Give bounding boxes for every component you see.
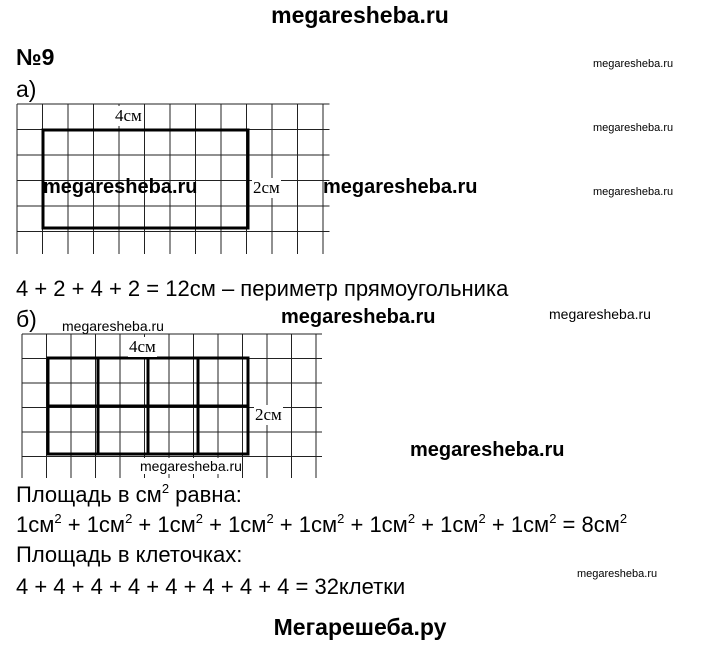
area-term: 1см (16, 512, 55, 537)
part-a-label: а) (16, 76, 37, 102)
watermark: megaresheba.ru (577, 568, 658, 580)
area-cells-title: Площадь в клеточках: (16, 542, 243, 567)
watermark: megaresheba.ru (593, 122, 674, 134)
watermark: megaresheba.ru (593, 58, 674, 70)
part-b-label: б) (16, 306, 37, 332)
watermark: megaresheba.ru (62, 318, 164, 334)
area-sum-line: $1см^2 + 1см^2 + 1см^2 + 1см^2 + 1см^2 + 1см^2 + 1см^2 + 1см^2 = 8см^2$ (16, 511, 628, 537)
watermark: megaresheba.ru (549, 306, 651, 322)
area-term: 1см (369, 512, 408, 537)
watermark: megaresheba.ru (281, 306, 436, 328)
area-cells-sum: 4 + 4 + 4 + 4 + 4 + 4 + 4 + 4 = 32клетки (16, 574, 406, 599)
area-result: = 8см (556, 512, 620, 537)
width-label-a: 4см (115, 106, 142, 125)
area-term: 1см (440, 512, 479, 537)
watermark: megaresheba.ru (140, 458, 242, 474)
area-sm-title: Площадь в $см^2$ равна: (16, 481, 242, 507)
footer-brand: Мегарешеба.ру (273, 614, 447, 640)
area-term: 1см (298, 512, 338, 537)
task-number: №9 (16, 44, 55, 70)
grid-b (22, 334, 337, 474)
area-term: 1см (510, 512, 550, 537)
area-term: 1см (86, 512, 126, 537)
watermark: megaresheba.ru (593, 186, 674, 198)
height-label-a: 2см (253, 178, 280, 197)
width-label-b: 4см (129, 337, 156, 356)
watermark: megaresheba.ru (410, 439, 565, 461)
site-header: megaresheba.ru (271, 2, 449, 28)
watermark: megaresheba.ru (323, 176, 478, 198)
perimeter-text: 4 + 2 + 4 + 2 = 12см – периметр прямоугольника (16, 276, 509, 301)
area-term: 1см (157, 512, 196, 537)
area-term: 1см (228, 512, 267, 537)
height-label-b: 2см (255, 405, 282, 424)
watermark: megaresheba.ru (43, 176, 198, 198)
